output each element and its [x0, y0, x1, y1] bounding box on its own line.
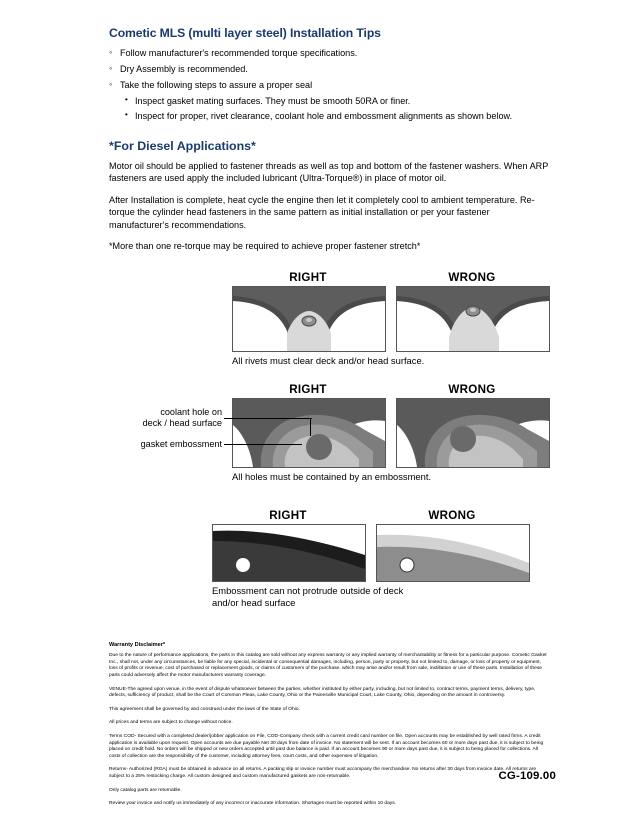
figure-label-right: RIGHT: [269, 509, 307, 523]
warranty-paragraph: Terms COD- Secured with a completed dealer/jobber application on File, COD-Company check with a current credit card number on file. Open accounts may be established by well rated firms. A credit application is available upon request. Open accounts are due payable Net 30 days from date of invoice. No statement will be sent. If an account becomes 60 or more days past due, it is subject to being placed on credit hold. No orders will be shipped or new orders accepted until past due balance is paid. If an account becomes 90 or more days past due, it is subject to being placed for collections. All costs of collection are the responsibility of the customer, including attorney fees, court costs, and other expenses of litigation.: [109, 733, 544, 759]
figure-label-wrong: WRONG: [448, 383, 496, 397]
figure-caption-embossment: [212, 585, 552, 608]
warranty-paragraph: Returns- Authorized (RGA) must be obtained in advance on all returns. A packing slip or invoice number must accompany the merchandise. No returns after 30 days from invoice date. All returns are subject to a 25% restocking charge. All custom designed and custom manufactured gaskets are non-returnable.: [109, 767, 537, 779]
warranty-paragraph: This agreement shall be governed by and construed under the laws of the State of Ohio.: [109, 706, 300, 712]
annotation-coolant-hole: [92, 407, 222, 430]
figure-label-wrong: WRONG: [448, 271, 496, 285]
coolant-hole-right-illustration: [233, 399, 385, 467]
warranty-paragraph: Only catalog parts are returnable.: [109, 787, 182, 793]
figure-label-right: RIGHT: [289, 383, 327, 397]
figure-label-right: RIGHT: [289, 271, 327, 285]
tip-item: ◦ Dry Assembly is recommended.: [109, 63, 552, 75]
warranty-heading: Warranty Disclaimer*: [109, 642, 166, 649]
tip-item: ◦ Follow manufacturer's recommended torque specifications.: [109, 47, 552, 59]
warranty-paragraph: Due to the nature of performance applications, the parts in this catalog are sold without any express warranty or any implied warranty of merchantability or fitness for a particular purpose. Cometic Gasket Inc., shall not, under any circumstances, be liable for any special, incidental or consequential damages, including, person, party or property, but not limited to, damage, or loss of property or equipment, loss of profits or revenue, cost of purchased or replacement goods, or claims of customers of the purchase, which may arise and/or result from sale, instillation or use of these parts. Installation of these parts could adversely affect the motor manufacturers warranty coverage.: [109, 653, 547, 678]
annotation-coolant-hole-line1: coolant hole on: [160, 407, 222, 418]
rivet-right-illustration: [233, 287, 385, 351]
coolant-hole-wrong-illustration: [397, 399, 549, 467]
figure-embossment: [212, 509, 552, 608]
figures-section: [92, 271, 552, 608]
sub-tip-item: • Inspect gasket mating surfaces. They must be smooth 50RA or finer.: [125, 95, 552, 107]
figure-panel-right: [232, 286, 386, 352]
sub-tip-item: • Inspect for proper, rivet clearance, coolant hole and embossment alignments as shown below.: [125, 110, 552, 122]
diesel-note: *More than one re-torque may be required to achieve proper fastener stretch*: [109, 241, 421, 252]
figure-panel-right: [212, 524, 366, 582]
warranty-paragraph: Review your invoice and notify us immediately of any incorrect or inaccurate information. Shortages must be reported within 10 days.: [109, 801, 397, 807]
annotation-leader-line-1b: [310, 418, 311, 436]
embossment-wrong-illustration: [377, 525, 529, 581]
figure-panel-wrong: [376, 524, 530, 582]
annotation-gasket-embossment: [92, 439, 222, 450]
annotation-leader-line-1: [224, 418, 312, 419]
document-content: [92, 26, 552, 815]
figure-holes: [92, 383, 552, 495]
diesel-heading: *For Diesel Applications*: [109, 139, 256, 153]
annotation-coolant-hole-line2: deck / head surface: [142, 418, 222, 429]
figure-label-wrong: WRONG: [428, 509, 476, 523]
embossment-right-illustration: [213, 525, 365, 581]
figure-caption-embossment-line1: Embossment can not protrude outside of deck: [212, 585, 404, 597]
figure-panel-wrong: [396, 286, 550, 352]
figure-panel-right: [232, 398, 386, 468]
rivet-wrong-illustration: [397, 287, 549, 351]
figure-panel-wrong: [396, 398, 550, 468]
page-title: Cometic MLS (multi layer steel) Installation Tips: [109, 26, 381, 40]
document-number: CG-109.00: [498, 770, 556, 782]
diesel-paragraph-1: Motor oil should be applied to fastener threads as well as top and bottom of the fastener washers. When ARP fasteners are used apply the included lubricant (Ultra-Torque®) in place of motor oil.: [109, 161, 549, 184]
annotation-leader-line-2: [224, 444, 302, 445]
figure-rivets: [232, 271, 552, 367]
warranty-section: [109, 642, 549, 808]
diesel-paragraph-2: After Installation is complete, heat cycle the engine then let it completely cool to ambient temperature. Re-torque the cylinder head fasteners in the same pattern as initial installation or per your fastener manufacturer's recommendations.: [109, 194, 535, 230]
figure-caption-holes: All holes must be contained by an embossment.: [232, 471, 432, 483]
warranty-paragraph: All prices and terms are subject to change without notice.: [109, 720, 233, 726]
figure-caption-rivets: All rivets must clear deck and/or head surface.: [232, 355, 425, 367]
tip-item: ◦ Take the following steps to assure a proper seal: [109, 79, 552, 91]
figure-caption-embossment-line2: and/or head surface: [212, 596, 296, 608]
annotation-gasket-embossment-label: gasket embossment: [140, 439, 222, 450]
warranty-paragraph: VENUE-The agreed upon venue, in the event of dispute whatsoever between the parties, whether instituted by either party, including, but not limited to, contract terms, payment terms, delivery, type, defects, sufficiency of product, shall be the Court of Common Pleas, Lake County, Ohio or the Painesville Municipal Court, Lake County, Ohio, depending on the amount in controversy.: [109, 686, 536, 699]
